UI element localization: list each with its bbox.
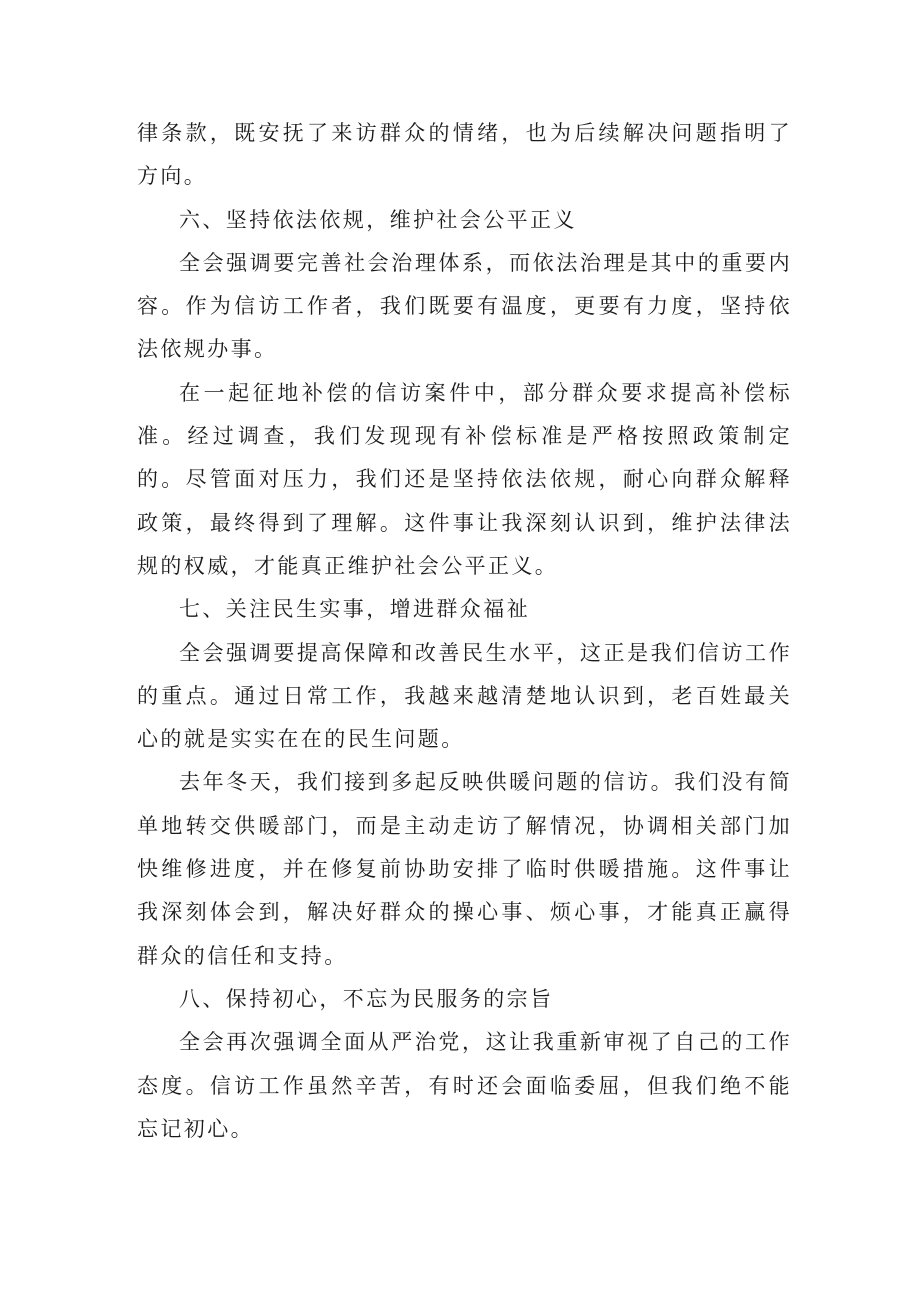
- paragraph: 全会强调要提高保障和改善民生水平，这正是我们信访工作的重点。通过日常工作，我越来越清楚地认识到，老百姓最关心的就是实实在在的民生问题。: [137, 640, 792, 752]
- section-heading-7: 七、关注民生实事，增进群众福祉: [179, 597, 530, 622]
- section-heading-6: 六、坚持依法依规，维护社会公平正义: [179, 207, 577, 232]
- paragraph: 全会再次强调全面从严治党，这让我重新审视了自己的工作态度。信访工作虽然辛苦，有时还会面临委屈，但我们绝不能忘记初心。: [137, 1030, 792, 1141]
- paragraph-continued: 律条款，既安抚了来访群众的情绪，也为后续解决问题指明了方向。: [137, 121, 792, 189]
- paragraph: 全会强调要完善社会治理体系，而依法治理是其中的重要内容。作为信访工作者，我们既要有温度，更要有力度，坚持依法依规办事。: [137, 250, 792, 362]
- document-body: [137, 112, 792, 1151]
- paragraph: 去年冬天，我们接到多起反映供暖问题的信访。我们没有简单地转交供暖部门，而是主动走访了解情况，协调相关部门加快维修进度，并在修复前协助安排了临时供暖措施。这件事让我深刻体会到，解决好群众的操心事、烦心事，才能真正赢得群众的信任和支持。: [137, 770, 792, 968]
- section-heading-8: 八、保持初心，不忘为民服务的宗旨: [179, 986, 554, 1011]
- paragraph: 在一起征地补偿的信访案件中，部分群众要求提高补偿标准。经过调查，我们发现现有补偿标准是严格按照政策制定的。尽管面对压力，我们还是坚持依法依规，耐心向群众解释政策，最终得到了理解。这件事让我深刻认识到，维护法律法规的权威，才能真正维护社会公平正义。: [137, 380, 792, 578]
